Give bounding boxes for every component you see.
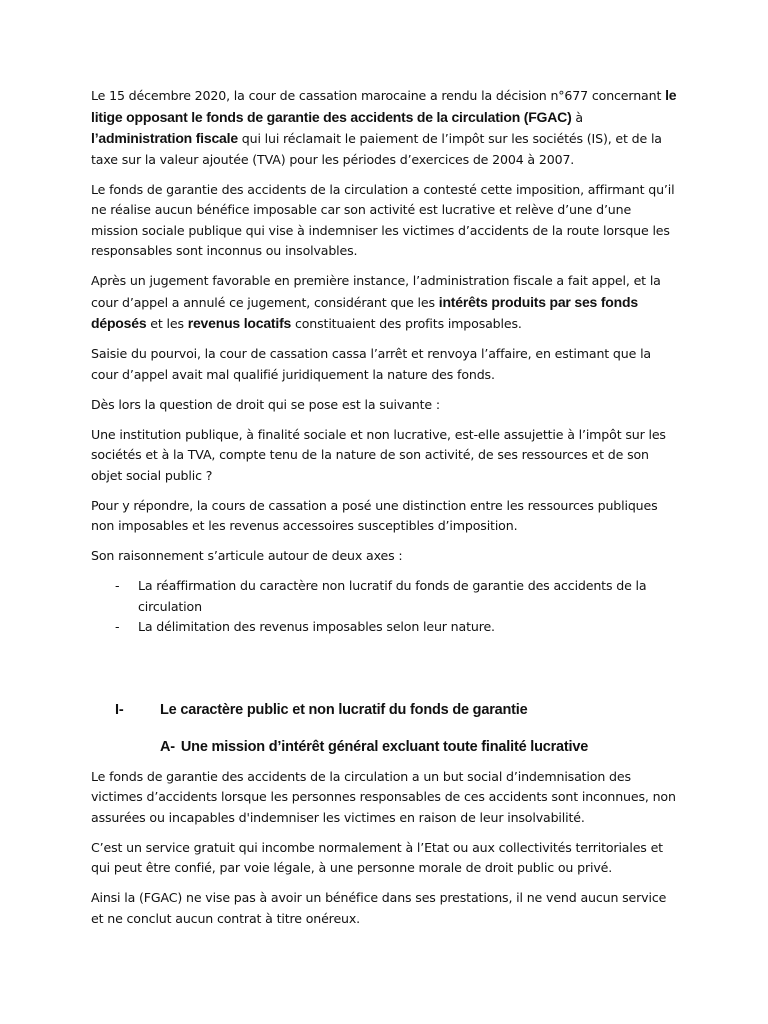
subsection-heading	[91, 737, 677, 757]
document-body	[91, 85, 677, 939]
paragraph-contestation: Le fonds de garantie des accidents de la circulation a contesté cette imposition, affirmant qu’il ne réalise aucun bénéfice imposable car son activité est lucrative et relève d’une d’une mission sociale publique qui vise à indemniser les victimes d’accidents de la route lorsque les responsables sont inconnus ou insolvables.	[91, 181, 675, 258]
paragraph-legal-question: Une institution publique, à finalité sociale et non lucrative, est-elle assujettie à l’impôt sur les sociétés et à la TVA, compte tenu de la nature de son activité, de ses ressources et de son objet social public ?	[91, 426, 666, 483]
section-number: I-	[115, 701, 124, 718]
bold-text: revenus locatifs	[187, 315, 292, 331]
axes-list	[91, 576, 677, 638]
paragraph-axes-intro: Son raisonnement s’articule autour de deux axes :	[91, 548, 403, 563]
text-run: constituaient des profits imposables.	[291, 316, 522, 331]
paragraph-distinction: Pour y répondre, la cours de cassation a posé une distinction entre les ressources publiques non imposables et les revenus accessoires susceptibles d’imposition.	[91, 497, 658, 533]
paragraph-social-purpose: Le fonds de garantie des accidents de la circulation a un but social d’indemnisation des victimes d’accidents lorsque les personnes responsables de ces accidents sont inconnues, non assurées ou incapables d'indemniser les victimes en raison de leur insolvabilité.	[91, 768, 676, 825]
bold-text: l’administration fiscale	[91, 130, 238, 146]
text-run: et les	[146, 316, 188, 331]
bold-text: intérêts produits par ses fonds déposés	[91, 293, 638, 331]
text-run: à	[571, 109, 583, 125]
paragraph-intro	[91, 85, 677, 170]
paragraph-appeal	[91, 271, 677, 335]
subsection-number: A-	[160, 738, 175, 755]
list-item: - La délimitation des revenus imposables selon leur nature.	[91, 617, 677, 638]
section-title: Le caractère public et non lucratif du fonds de garantie	[160, 701, 528, 718]
section-heading	[91, 700, 677, 720]
text-run: Après un jugement favorable en première instance, l’administration fiscale a fait appel, et la cour d’appel a annulé ce jugement, considérant que les	[91, 273, 661, 310]
subsection-title: Une mission d’intérêt général excluant toute finalité lucrative	[180, 738, 589, 755]
text-run: Le 15 décembre 2020, la cour de cassation marocaine a rendu la décision n°677 concernant	[91, 88, 666, 103]
paragraph-question-intro: Dès lors la question de droit qui se pose est la suivante :	[91, 396, 440, 412]
list-item: - La réaffirmation du caractère non lucratif du fonds de garantie des accidents de la circulation	[91, 576, 677, 617]
paragraph-free-service: C’est un service gratuit qui incombe normalement à l’Etat ou aux collectivités territoriales et qui peut être confié, par voie légale, à une personne morale de droit public ou privé.	[91, 839, 663, 875]
bold-text: le litige opposant le fonds de garantie des accidents de la circulation (FGAC)	[91, 87, 677, 125]
paragraph-cassation: Saisie du pourvoi, la cour de cassation cassa l’arrêt et renvoya l’affaire, en estimant que la cour d’appel avait mal qualifié juridiquement la nature des fonds.	[91, 346, 651, 382]
paragraph-no-profit: Ainsi la (FGAC) ne vise pas à avoir un bénéfice dans ses prestations, il ne vend aucun service et ne conclut aucun contrat à titre onéreux.	[91, 890, 667, 926]
text-run: qui lui réclamait le paiement de l’impôt sur les sociétés (IS), et de la taxe sur la valeur ajoutée (TVA) pour les périodes d’exercices de 2004 à 2007.	[91, 131, 662, 167]
